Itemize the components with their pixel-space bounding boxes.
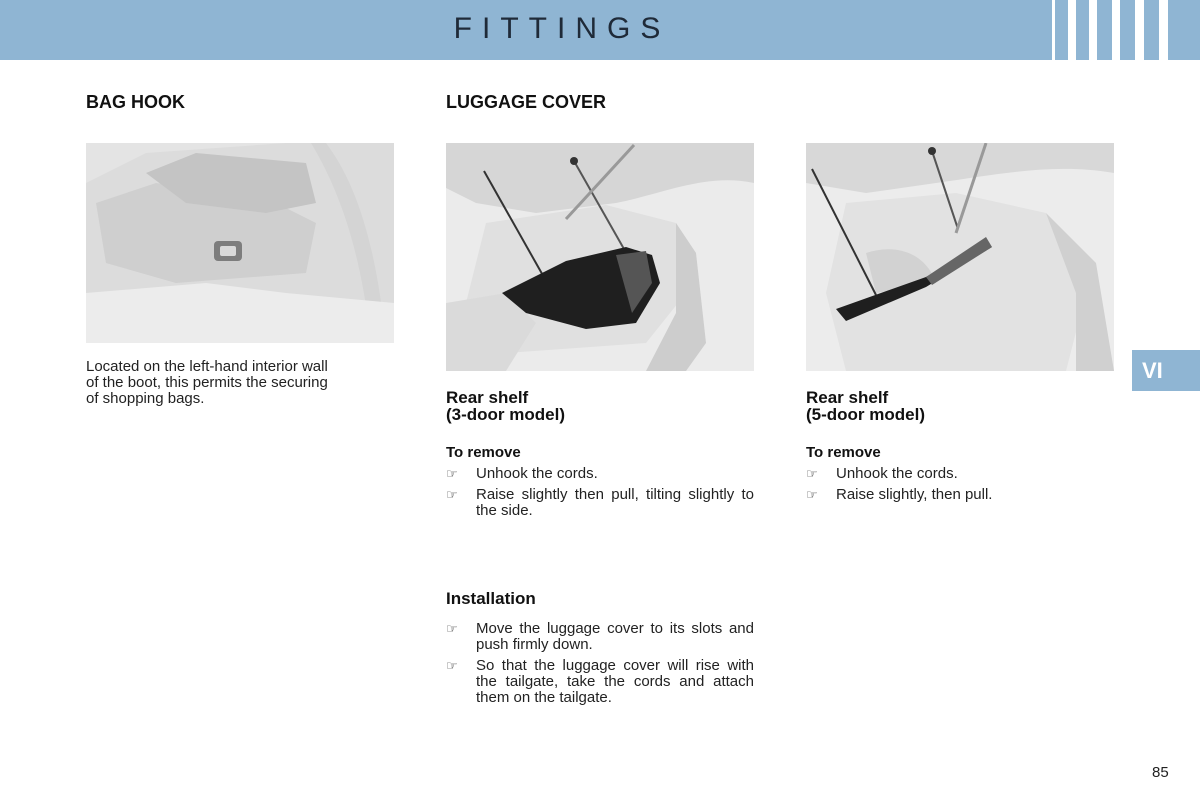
rear-shelf-3-door-title-line2: (3-door model) [446,405,565,424]
pointing-hand-icon: ☞ [446,487,458,502]
bag-hook-description-line: of the boot, this permits the securing [86,374,328,391]
installation-heading: Installation [446,589,536,608]
rear-shelf-5-door-title [806,389,925,423]
step-text: Raise slightly, then pull. [836,486,993,503]
rear-shelf-3-door-illustration [446,143,754,371]
page-number: 85 [1152,764,1169,781]
bag-hook-illustration [86,143,394,343]
step-text: Unhook the cords. [476,465,598,482]
luggage-cover-heading: LUGGAGE COVER [446,92,607,112]
list-item [806,466,1114,482]
step-text: Unhook the cords. [836,465,958,482]
five-door-remove-heading: To remove [806,444,881,461]
pointing-hand-icon: ☞ [806,466,818,481]
bag-hook-heading: BAG HOOK [86,92,185,112]
bag-hook-description [86,359,406,407]
step-text: Raise slightly then pull, tilting slightly to the side. [476,486,754,519]
bag-hook-description-line: of shopping bags. [86,390,205,407]
three-door-remove-steps [446,466,754,524]
three-door-remove-heading: To remove [446,444,521,461]
rear-shelf-5-door-title-line1: Rear shelf [806,388,889,407]
pointing-hand-icon: ☞ [446,658,458,673]
installation-steps [446,621,754,711]
list-item [446,487,754,519]
pointing-hand-icon: ☞ [806,487,818,502]
pointing-hand-icon: ☞ [446,466,458,481]
page-title: FITTINGS [453,12,671,45]
bag-hook-description-line: Located on the left-hand interior wall [86,358,328,375]
rear-shelf-5-door-title-line2: (5-door model) [806,405,925,424]
list-item [446,658,754,706]
list-item [446,621,754,653]
page-header [0,0,1200,60]
list-item [806,487,1114,503]
rear-shelf-5-door-illustration [806,143,1114,371]
list-item [446,466,754,482]
five-door-remove-steps [806,466,1114,508]
rear-shelf-3-door-title [446,389,565,423]
step-text: Move the luggage cover to its slots and push firmly down. [476,620,754,653]
chapter-tab[interactable]: VI [1132,350,1200,391]
step-text: So that the luggage cover will rise with the tailgate, take the cords and attach them on the tailgate. [476,657,754,706]
pointing-hand-icon: ☞ [446,621,458,636]
rear-shelf-3-door-title-line1: Rear shelf [446,388,529,407]
